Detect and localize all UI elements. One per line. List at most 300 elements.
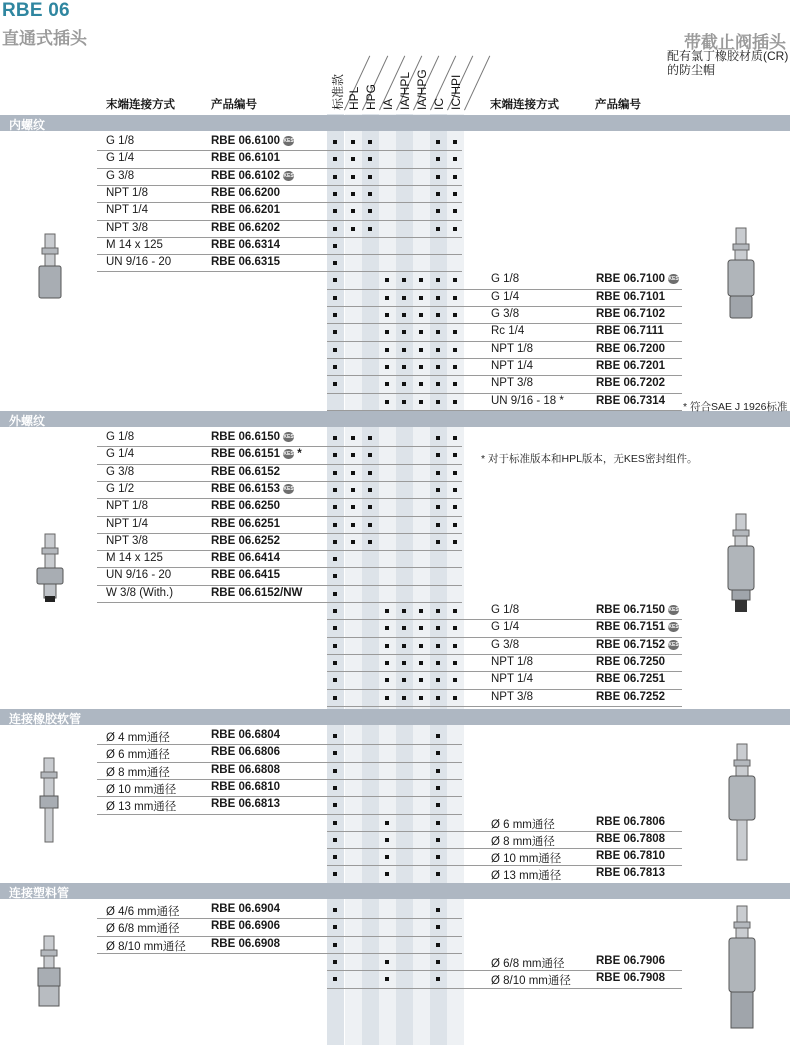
code-text: RBE 06.6904 xyxy=(211,903,281,915)
left-product-code xyxy=(211,920,280,932)
left-product-code xyxy=(211,587,302,599)
compat-mark xyxy=(436,140,440,144)
left-product-code xyxy=(211,483,294,495)
compat-mark xyxy=(453,661,457,665)
right-connection: Ø 6/8 mm通径 xyxy=(491,957,565,970)
compat-mark xyxy=(385,977,389,981)
right-connection: NPT 1/8 xyxy=(491,655,533,668)
left-connection: Ø 4/6 mm通径 xyxy=(106,906,180,918)
compat-mark xyxy=(333,436,337,440)
left-connection: UN 9/16 - 20 xyxy=(106,569,172,582)
row-divider xyxy=(97,168,462,169)
compat-mark xyxy=(385,678,389,682)
right-product-code xyxy=(596,604,679,616)
left-connection: Ø 6 mm通径 xyxy=(106,749,170,762)
compat-mark xyxy=(385,644,389,648)
compat-mark xyxy=(333,348,337,352)
code-text: RBE 06.7908 xyxy=(596,972,666,985)
compat-mark xyxy=(385,609,389,613)
compat-mark xyxy=(419,382,423,386)
compat-mark xyxy=(333,960,337,964)
left-product-code xyxy=(211,518,280,530)
compat-mark xyxy=(436,960,440,964)
compat-mark xyxy=(436,751,440,755)
left-product-code xyxy=(211,466,280,478)
compat-mark xyxy=(436,626,440,630)
left-connection: G 1/2 xyxy=(106,482,135,495)
right-connection: G 1/4 xyxy=(491,290,520,303)
section-band xyxy=(0,115,790,131)
compat-mark xyxy=(351,453,355,457)
right-connection: Ø 6 mm通径 xyxy=(491,818,555,831)
compat-mark xyxy=(351,488,355,492)
page-title: RBE 06 xyxy=(2,0,70,21)
compat-mark xyxy=(453,540,457,544)
compat-mark xyxy=(333,523,337,527)
right-product-code xyxy=(596,691,665,703)
compat-mark xyxy=(436,209,440,213)
compat-mark xyxy=(453,400,457,404)
code-text: RBE 06.6202 xyxy=(211,221,281,234)
compat-mark xyxy=(402,678,406,682)
code-text: RBE 06.7101 xyxy=(596,290,666,303)
compat-mark xyxy=(453,209,457,213)
right-connection: NPT 1/4 xyxy=(491,359,533,372)
compat-mark xyxy=(385,296,389,300)
compat-mark xyxy=(436,488,440,492)
code-text: RBE 06.7100 xyxy=(596,273,666,286)
compat-mark xyxy=(351,192,355,196)
compat-mark xyxy=(436,977,440,981)
left-connection: NPT 1/8 xyxy=(106,186,148,199)
left-product-code xyxy=(211,170,294,182)
kes-badge-icon: KES xyxy=(668,606,679,613)
section-band xyxy=(0,411,790,427)
left-product-code xyxy=(211,781,280,793)
row-divider xyxy=(97,254,462,255)
right-product-code xyxy=(596,673,665,685)
row-divider xyxy=(97,220,462,221)
compat-mark xyxy=(385,661,389,665)
compat-mark xyxy=(436,348,440,352)
compat-mark xyxy=(333,786,337,790)
compat-mark xyxy=(453,609,457,613)
compat-mark xyxy=(419,696,423,700)
code-text: RBE 06.7111 xyxy=(596,325,664,338)
row-divider xyxy=(327,970,682,971)
right-connection: G 3/8 xyxy=(491,308,520,320)
row-divider xyxy=(327,375,682,376)
compat-mark xyxy=(385,382,389,386)
left-connection-header: 末端连接方式 xyxy=(106,99,175,111)
left-product-code xyxy=(211,903,280,915)
compat-mark xyxy=(453,313,457,317)
compat-mark xyxy=(333,296,337,300)
compat-mark xyxy=(351,436,355,440)
compat-mark xyxy=(419,330,423,334)
female-thread-plug-image xyxy=(30,232,70,302)
right-connection: NPT 3/8 xyxy=(491,690,533,703)
left-product-code xyxy=(211,764,280,776)
compat-mark xyxy=(402,330,406,334)
code-text: RBE 06.7151 xyxy=(596,621,666,634)
right-product-code xyxy=(596,955,665,967)
row-divider xyxy=(97,464,462,465)
section-label: 内螺纹 xyxy=(9,118,46,132)
compat-mark xyxy=(436,523,440,527)
row-divider xyxy=(97,550,462,551)
right-product-code xyxy=(596,360,665,372)
left-product-code xyxy=(211,569,280,581)
compat-mark xyxy=(453,523,457,527)
code-text: RBE 06.6102 xyxy=(211,169,281,182)
compat-mark xyxy=(333,313,337,317)
plastic-tube-valve-plug-image xyxy=(720,904,764,1034)
code-text: RBE 06.7314 xyxy=(596,394,666,407)
compat-mark xyxy=(453,696,457,700)
compat-mark xyxy=(368,192,372,196)
code-text: RBE 06.6908 xyxy=(211,937,281,950)
compat-mark xyxy=(333,278,337,282)
code-text: RBE 06.6100 xyxy=(211,135,281,147)
right-product-code xyxy=(596,639,679,651)
compat-mark xyxy=(402,365,406,369)
compat-mark xyxy=(453,157,457,161)
left-connection: G 1/4 xyxy=(106,152,135,165)
right-product-code xyxy=(596,377,665,389)
compat-header: 标准款 xyxy=(331,73,345,110)
compat-mark xyxy=(453,296,457,300)
kes-badge-icon: KES xyxy=(668,276,679,283)
compat-mark xyxy=(402,609,406,613)
code-text: RBE 06.6153 xyxy=(211,482,281,495)
kes-badge-icon: KES xyxy=(283,451,294,458)
code-text: RBE 06.7906 xyxy=(596,954,666,967)
compat-mark xyxy=(436,330,440,334)
compat-mark xyxy=(333,175,337,179)
section-band xyxy=(0,883,790,899)
compat-mark xyxy=(402,313,406,317)
row-divider xyxy=(327,689,682,690)
compat-mark xyxy=(436,157,440,161)
code-text: RBE 06.6906 xyxy=(211,920,281,933)
right-code-header: 产品编号 xyxy=(595,99,641,111)
compat-mark xyxy=(333,488,337,492)
compat-mark xyxy=(385,821,389,825)
row-divider xyxy=(327,306,682,307)
code-text: RBE 06.7252 xyxy=(596,690,666,703)
compat-mark xyxy=(419,313,423,317)
compat-mark xyxy=(453,227,457,231)
compat-mark xyxy=(436,908,440,912)
row-divider xyxy=(327,831,682,832)
compat-header: HPL xyxy=(347,86,361,110)
code-text: RBE 06.6200 xyxy=(211,186,281,199)
compat-mark xyxy=(419,365,423,369)
row-divider xyxy=(327,706,682,707)
compat-mark xyxy=(436,382,440,386)
compat-mark xyxy=(453,140,457,144)
row-divider xyxy=(327,619,682,620)
right-connection: Ø 8/10 mm通径 xyxy=(491,975,571,988)
compat-mark xyxy=(351,175,355,179)
compat-mark xyxy=(333,540,337,544)
compat-mark xyxy=(453,471,457,475)
left-connection: G 3/8 xyxy=(106,465,135,478)
compat-mark xyxy=(333,943,337,947)
compat-mark xyxy=(436,644,440,648)
row-divider xyxy=(327,988,682,989)
compat-mark xyxy=(453,626,457,630)
code-text: RBE 06.6813 xyxy=(211,798,281,811)
compat-mark xyxy=(385,855,389,859)
row-divider xyxy=(327,865,682,866)
compat-mark xyxy=(419,296,423,300)
compat-mark xyxy=(351,209,355,213)
kes-badge-icon: KES xyxy=(668,624,679,631)
left-product-code xyxy=(211,222,280,234)
left-product-code xyxy=(211,239,280,251)
right-connection: G 3/8 xyxy=(491,638,520,651)
row-divider xyxy=(97,446,462,447)
compat-mark xyxy=(419,678,423,682)
left-product-code xyxy=(211,500,280,512)
left-product-code xyxy=(211,535,280,547)
compat-mark xyxy=(333,505,337,509)
row-divider xyxy=(97,953,462,954)
compat-mark xyxy=(402,348,406,352)
left-connection: Ø 4 mm通径 xyxy=(106,732,170,744)
compat-header: IC xyxy=(432,98,446,110)
compat-mark xyxy=(402,644,406,648)
compat-header: IC/HPI xyxy=(449,74,463,110)
compat-mark xyxy=(402,626,406,630)
code-text: RBE 06.7202 xyxy=(596,377,666,390)
compat-mark xyxy=(402,278,406,282)
section-label: 连接塑料管 xyxy=(9,886,70,900)
code-text: RBE 06.7250 xyxy=(596,655,666,668)
sae-footnote: * 符合SAE J 1926标准 xyxy=(683,401,788,413)
row-divider xyxy=(327,289,682,290)
compat-mark xyxy=(436,540,440,544)
compat-mark xyxy=(419,609,423,613)
right-connection: G 1/8 xyxy=(491,604,520,616)
compat-mark xyxy=(453,436,457,440)
compat-mark xyxy=(333,977,337,981)
left-product-code xyxy=(211,448,302,460)
row-divider xyxy=(97,271,462,272)
compat-mark xyxy=(368,175,372,179)
compat-mark xyxy=(333,244,337,248)
plastic-tube-plug-image xyxy=(32,934,66,1010)
rubber-hose-valve-plug-image xyxy=(722,742,762,864)
compat-mark xyxy=(436,400,440,404)
compat-mark xyxy=(333,925,337,929)
compat-mark xyxy=(436,227,440,231)
right-connection: G 1/8 xyxy=(491,273,520,286)
compat-mark xyxy=(419,644,423,648)
female-thread-valve-plug-image xyxy=(718,226,764,322)
compat-mark xyxy=(351,157,355,161)
compat-mark xyxy=(436,436,440,440)
compat-mark xyxy=(368,436,372,440)
row-divider xyxy=(97,150,462,151)
code-text: RBE 06.6806 xyxy=(211,746,281,759)
compat-mark xyxy=(333,855,337,859)
row-divider xyxy=(97,814,462,815)
compat-mark xyxy=(333,592,337,596)
row-divider xyxy=(97,779,462,780)
row-divider xyxy=(97,744,462,745)
code-text: RBE 06.7810 xyxy=(596,850,666,863)
row-divider xyxy=(327,848,682,849)
compat-mark xyxy=(385,278,389,282)
compat-mark xyxy=(436,453,440,457)
left-product-code xyxy=(211,431,294,443)
compat-mark xyxy=(453,644,457,648)
code-text: RBE 06.6250 xyxy=(211,500,281,513)
left-product-code xyxy=(211,135,294,147)
compat-mark xyxy=(402,661,406,665)
compat-mark xyxy=(436,365,440,369)
compat-mark xyxy=(351,471,355,475)
right-connection: Ø 10 mm通径 xyxy=(491,853,562,866)
right-product-code xyxy=(596,343,665,355)
right-product-code xyxy=(596,816,665,828)
compat-mark xyxy=(333,157,337,161)
row-divider xyxy=(327,358,682,359)
compat-header: IA/HPL xyxy=(398,71,412,110)
compat-mark xyxy=(333,661,337,665)
left-product-code xyxy=(211,187,280,199)
compat-mark xyxy=(385,313,389,317)
row-divider xyxy=(97,796,462,797)
compat-mark xyxy=(436,313,440,317)
row-divider xyxy=(97,516,462,517)
code-text: RBE 06.6201 xyxy=(211,204,281,217)
right-connection: Ø 13 mm通径 xyxy=(491,870,562,883)
compat-mark xyxy=(368,157,372,161)
compat-mark xyxy=(453,678,457,682)
code-text: RBE 06.7251 xyxy=(596,673,666,686)
right-product-code xyxy=(596,325,664,337)
compat-mark xyxy=(368,140,372,144)
compat-mark xyxy=(453,278,457,282)
code-text: RBE 06.7813 xyxy=(596,867,666,880)
compat-mark xyxy=(436,872,440,876)
row-divider xyxy=(327,341,682,342)
compat-mark xyxy=(333,609,337,613)
compat-mark xyxy=(351,140,355,144)
left-connection: NPT 3/8 xyxy=(106,221,148,234)
compat-mark xyxy=(453,453,457,457)
kes-badge-icon: KES xyxy=(283,137,294,144)
compat-mark xyxy=(453,505,457,509)
row-divider xyxy=(97,185,462,186)
section-label: 连接橡胶软管 xyxy=(9,712,82,726)
compat-mark xyxy=(385,400,389,404)
left-product-code xyxy=(211,152,280,164)
compat-mark xyxy=(333,751,337,755)
compat-mark xyxy=(333,908,337,912)
right-connection: Ø 8 mm通径 xyxy=(491,835,555,848)
compat-mark xyxy=(333,769,337,773)
left-product-code xyxy=(211,729,280,741)
compat-mark xyxy=(402,382,406,386)
compat-mark xyxy=(453,488,457,492)
compat-mark xyxy=(436,661,440,665)
row-divider xyxy=(97,918,462,919)
code-text: RBE 06.6415 xyxy=(211,569,281,582)
left-product-code xyxy=(211,552,280,564)
compat-mark xyxy=(402,400,406,404)
compat-mark xyxy=(436,855,440,859)
code-text: RBE 06.6151 xyxy=(211,448,281,461)
kes-badge-icon: KES xyxy=(668,641,679,648)
left-connection: G 1/8 xyxy=(106,135,135,147)
code-text: RBE 06.6251 xyxy=(211,517,281,530)
right-connection: Rc 1/4 xyxy=(491,325,525,338)
compat-mark xyxy=(419,661,423,665)
compat-mark xyxy=(419,626,423,630)
left-product-code xyxy=(211,746,280,758)
right-title: 带截止阀插头 xyxy=(684,33,786,52)
page-subtitle: 直通式插头 xyxy=(2,29,87,48)
compat-mark xyxy=(419,348,423,352)
compat-header: HPG xyxy=(364,83,378,110)
compat-mark xyxy=(333,557,337,561)
kes-footnote: * 对于标准版本和HPL版本，无KES密封组件。 xyxy=(481,453,698,465)
row-divider xyxy=(327,654,682,655)
right-product-code xyxy=(596,395,665,407)
left-connection: Ø 8/10 mm通径 xyxy=(106,940,186,953)
compat-mark xyxy=(351,523,355,527)
male-thread-valve-plug-image xyxy=(718,512,764,616)
left-connection: G 3/8 xyxy=(106,169,135,182)
left-connection: Ø 13 mm通径 xyxy=(106,801,177,814)
row-divider xyxy=(97,762,462,763)
compat-mark xyxy=(402,296,406,300)
row-divider xyxy=(327,323,682,324)
compat-mark xyxy=(436,821,440,825)
compat-mark xyxy=(351,505,355,509)
compat-mark xyxy=(436,296,440,300)
compat-mark xyxy=(385,838,389,842)
code-text: RBE 06.6252 xyxy=(211,534,281,547)
code-text: RBE 06.6152 xyxy=(211,465,281,478)
right-product-code xyxy=(596,291,665,303)
compat-mark xyxy=(436,678,440,682)
compat-mark xyxy=(453,192,457,196)
right-product-code xyxy=(596,656,665,668)
compat-mark xyxy=(368,227,372,231)
compat-mark xyxy=(333,803,337,807)
code-text: RBE 06.6808 xyxy=(211,763,281,776)
left-connection: NPT 1/4 xyxy=(106,517,148,530)
compat-mark xyxy=(368,505,372,509)
left-connection: Ø 6/8 mm通径 xyxy=(106,923,180,936)
right-connection: NPT 3/8 xyxy=(491,377,533,390)
right-connection-header: 末端连接方式 xyxy=(490,99,559,111)
compat-mark xyxy=(436,505,440,509)
left-product-code xyxy=(211,204,280,216)
compat-mark xyxy=(385,626,389,630)
compat-mark xyxy=(436,803,440,807)
code-text: RBE 06.6152/NW xyxy=(211,586,303,599)
left-product-code xyxy=(211,938,280,950)
compat-mark xyxy=(436,192,440,196)
compat-header: IA xyxy=(381,98,395,110)
